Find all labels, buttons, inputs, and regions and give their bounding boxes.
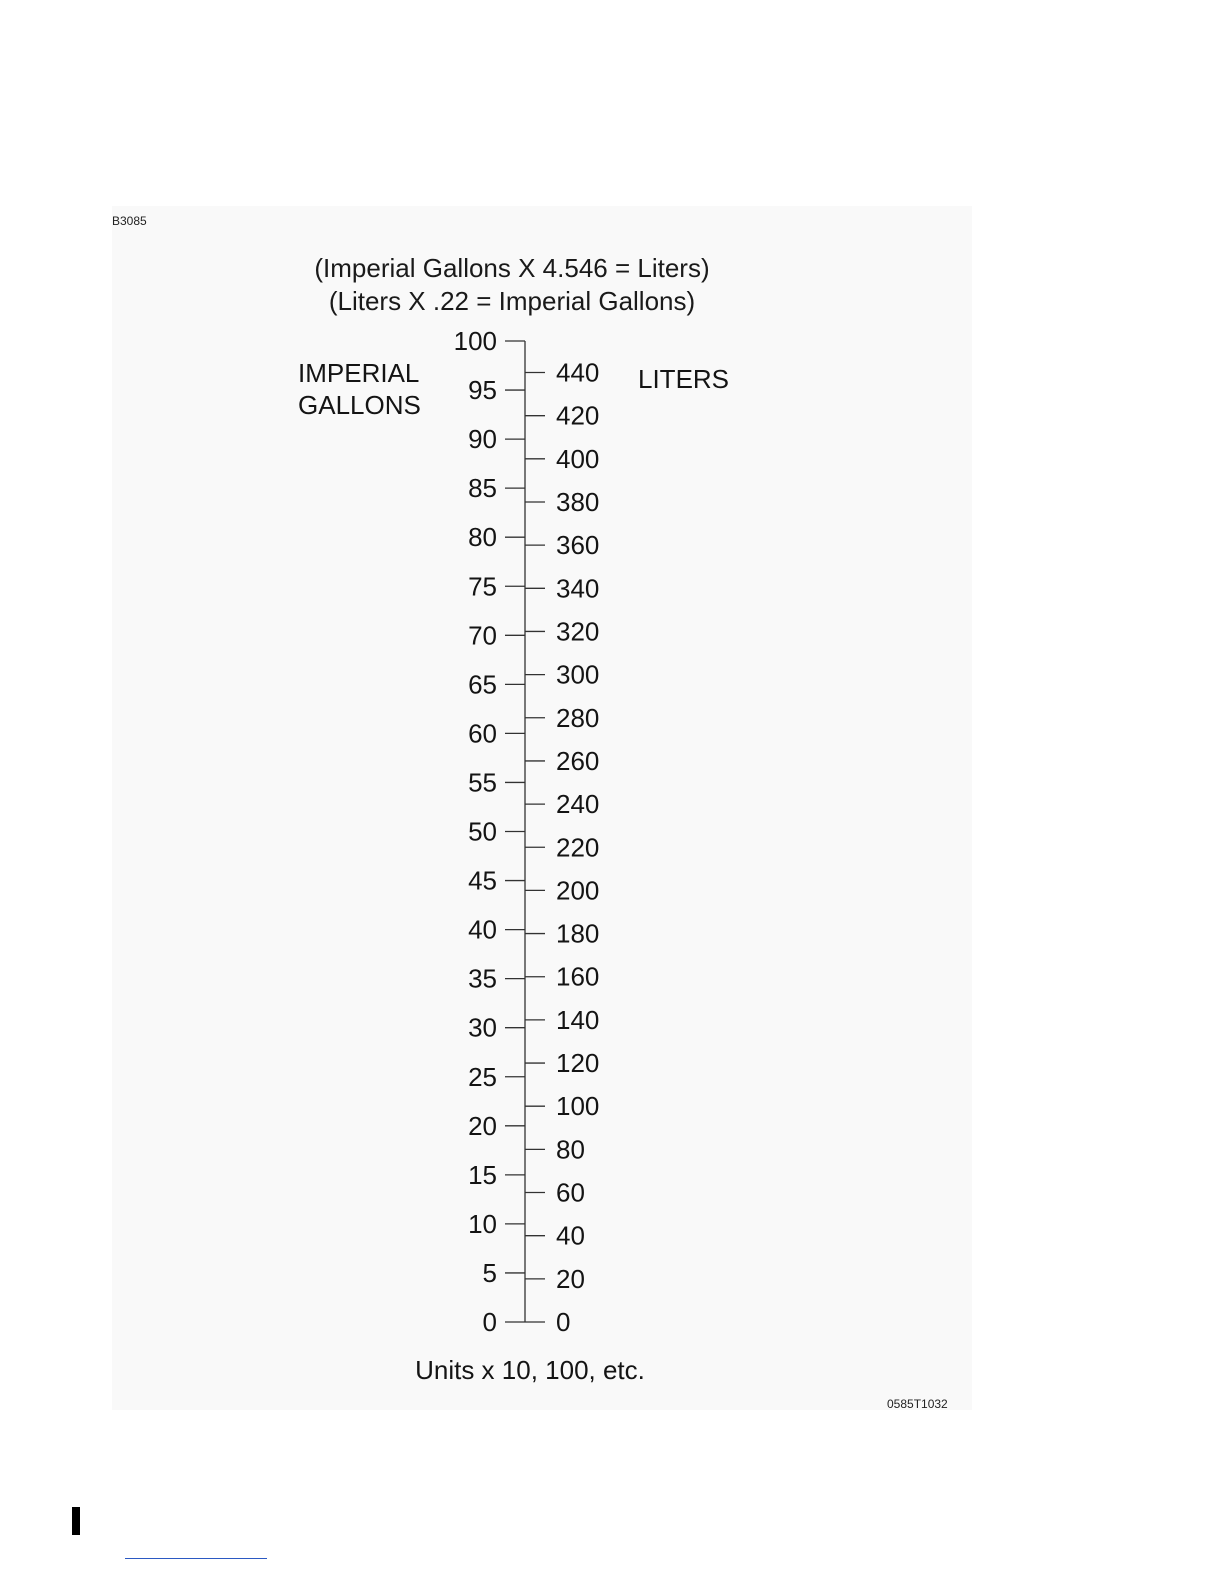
liters-tick-label-0: 0: [556, 1307, 571, 1337]
gallons-tick-label-60: 60: [468, 718, 497, 749]
units-note: Units x 10, 100, etc.: [415, 1355, 645, 1385]
liters-tick-label-280: 280: [556, 702, 600, 733]
gallons-tick-label-75: 75: [468, 571, 497, 602]
gallons-tick-label-85: 85: [468, 473, 497, 504]
gallons-tick-label-25: 25: [468, 1061, 497, 1092]
gallons-tick-label-10: 10: [468, 1208, 497, 1239]
gallons-tick-label-5: 5: [482, 1257, 497, 1288]
liters-tick-label-140: 140: [556, 1004, 600, 1035]
liters-tick-label-100: 100: [556, 1091, 600, 1122]
liters-tick-label-120: 120: [556, 1048, 600, 1079]
liters-tick-label-380: 380: [556, 486, 600, 517]
gallons-tick-label-15: 15: [468, 1159, 497, 1190]
liters-tick-label-60: 60: [556, 1177, 585, 1208]
liters-tick-label-180: 180: [556, 918, 600, 949]
gallons-tick-label-30: 30: [468, 1012, 497, 1043]
liters-tick-label-260: 260: [556, 745, 600, 776]
liters-tick-label-420: 420: [556, 400, 600, 431]
gallons-tick-label-65: 65: [468, 669, 497, 700]
formula-gallons-to-liters: (Imperial Gallons X 4.546 = Liters): [314, 253, 710, 283]
liters-tick-label-240: 240: [556, 789, 600, 820]
liters-tick-label-300: 300: [556, 659, 600, 690]
change-bar: [72, 1507, 80, 1535]
imperial-gallons-label-line2: GALLONS: [298, 390, 421, 420]
liters-tick-label-360: 360: [556, 530, 600, 561]
liters-tick-label-160: 160: [556, 961, 600, 992]
liters-tick-label-320: 320: [556, 616, 600, 647]
gallons-tick-label-90: 90: [468, 424, 497, 455]
formula-liters-to-gallons: (Liters X .22 = Imperial Gallons): [328, 286, 696, 316]
part-code: 0585T1032: [887, 1397, 948, 1411]
liters-tick-label-340: 340: [556, 573, 600, 604]
liters-tick-label-200: 200: [556, 875, 600, 906]
liters-tick-label-400: 400: [556, 443, 600, 474]
gallons-tick-label-20: 20: [468, 1110, 497, 1141]
imperial-gallons-label-line1: IMPERIAL: [298, 358, 420, 388]
gallons-tick-label-0: 0: [482, 1307, 497, 1337]
liters-tick-label-20: 20: [556, 1263, 585, 1294]
gallons-tick-label-70: 70: [468, 620, 497, 651]
gallons-tick-label-45: 45: [468, 865, 497, 896]
gallons-tick-label-50: 50: [468, 816, 497, 847]
gallons-tick-label-95: 95: [468, 375, 497, 406]
gallons-tick-label-100: 100: [453, 326, 497, 356]
liters-axis-label: LITERS: [638, 364, 730, 394]
figure-code: B3085: [112, 214, 147, 228]
gallons-tick-label-40: 40: [468, 914, 497, 945]
gallons-tick-label-80: 80: [468, 522, 497, 553]
gallons-tick-label-55: 55: [468, 767, 497, 798]
liters-tick-label-440: 440: [556, 357, 600, 388]
liters-tick-label-40: 40: [556, 1220, 585, 1251]
gallons-tick-label-35: 35: [468, 963, 497, 994]
liters-tick-label-220: 220: [556, 832, 600, 863]
bottom-rule: [125, 1558, 267, 1559]
liters-tick-label-80: 80: [556, 1134, 585, 1165]
